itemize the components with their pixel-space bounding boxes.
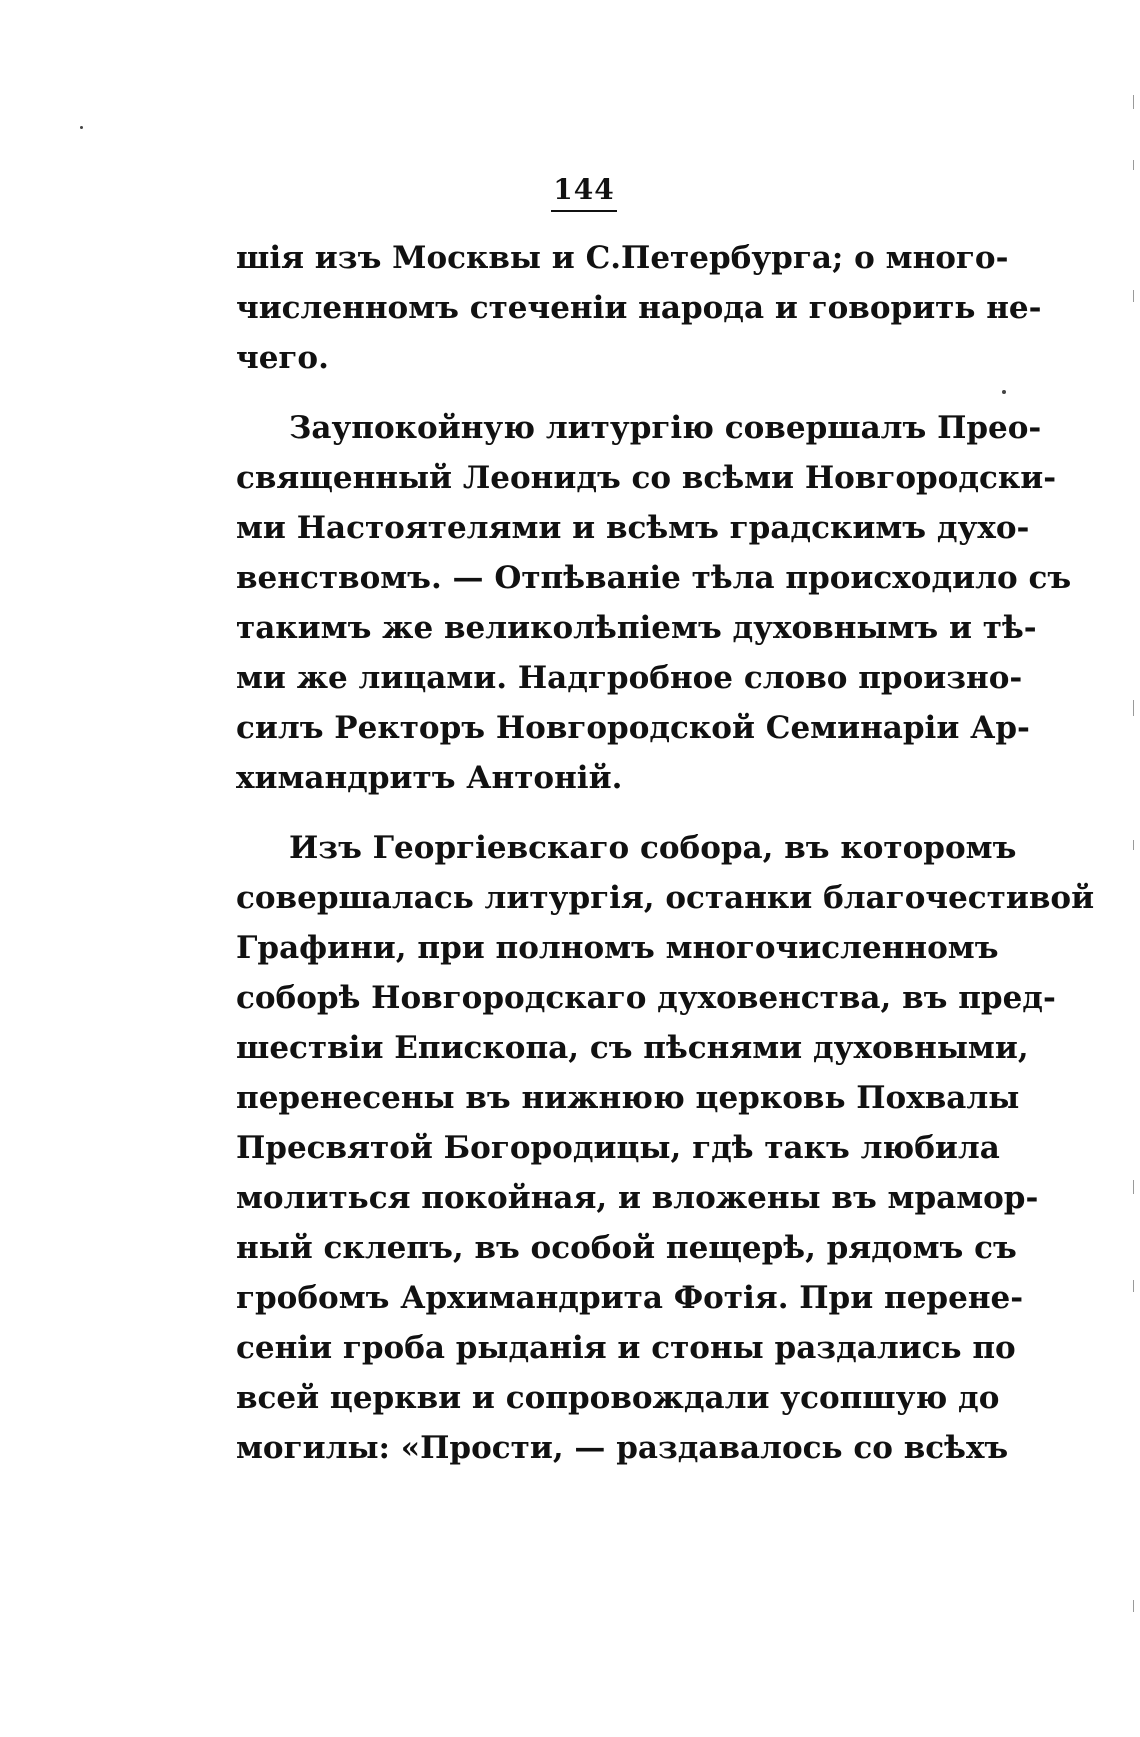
scan-edge-mark <box>1133 290 1134 302</box>
scan-edge-mark <box>1133 95 1134 109</box>
scan-edge-mark <box>1133 1600 1134 1612</box>
scan-edge-mark <box>1133 700 1134 716</box>
text-line: священный Леонидъ со всѣми Новгородски- <box>236 460 1057 496</box>
page-number: 144 <box>553 173 615 206</box>
scan-speck <box>1002 390 1006 394</box>
page-number-rule <box>551 210 617 212</box>
text-line: силъ Ректоръ Новгородской Семинаріи Ар- <box>236 710 1030 746</box>
scan-edge-mark <box>1133 840 1134 850</box>
text-line: венствомъ. — Отпѣваніе тѣла происходило съ <box>236 560 1072 596</box>
text-line: совершалась литургія, останки благочестивой <box>236 880 1095 916</box>
text-line: ный склепъ, въ особой пещерѣ, рядомъ съ <box>236 1230 1017 1266</box>
text-line: ми Настоятелями и всѣмъ градскимъ духо- <box>236 510 1030 546</box>
text-line: гробомъ Архимандрита Фотія. При перене- <box>236 1280 1024 1316</box>
text-line: такимъ же великолѣпіемъ духовнымъ и тѣ- <box>236 610 1037 646</box>
scan-edge-mark <box>1133 1280 1134 1292</box>
text-line: сеніи гроба рыданія и стоны раздались по <box>236 1330 1016 1366</box>
text-line: перенесены въ нижнюю церковь Похвалы <box>236 1080 1020 1116</box>
scan-edge-mark <box>1133 160 1134 170</box>
text-line: молиться покойная, и вложены въ мрамор- <box>236 1180 1039 1216</box>
text-line: чего. <box>236 340 329 376</box>
text-line: шествіи Епископа, съ пѣснями духовными, <box>236 1030 1029 1066</box>
text-line: всей церкви и сопровождали усопшую до <box>236 1380 1000 1416</box>
scan-edge-mark <box>1133 1180 1134 1194</box>
text-line: ми же лицами. Надгробное слово произно- <box>236 660 1023 696</box>
text-line: Заупокойную литургію совершалъ Прео- <box>289 410 1042 446</box>
text-line: Пресвятой Богородицы, гдѣ такъ любила <box>236 1130 1000 1166</box>
text-line: численномъ стеченіи народа и говорить не- <box>236 290 1042 326</box>
text-line: могилы: «Прости, — раздавалось со всѣхъ <box>236 1430 1009 1466</box>
text-line: шія изъ Москвы и С.Петербурга; о много- <box>236 240 1009 276</box>
text-line: Графини, при полномъ многочисленномъ <box>236 930 999 966</box>
text-line: соборѣ Новгородскаго духовенства, въ пред- <box>236 980 1056 1016</box>
scan-speck <box>80 126 83 129</box>
text-line: Изъ Георгіевскаго собора, въ которомъ <box>289 830 1017 866</box>
text-line: химандритъ Антоній. <box>236 760 623 796</box>
